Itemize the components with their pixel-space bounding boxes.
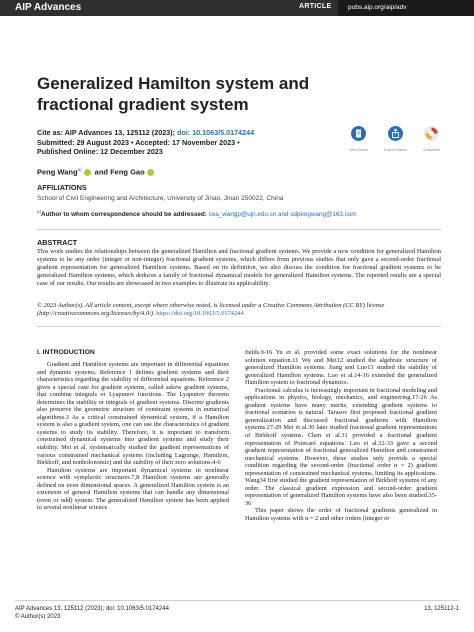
correspondence-sup: a) [37,209,42,214]
crossmark-button[interactable] [419,126,444,152]
right-column [245,349,437,523]
crossmark-icon [424,126,439,141]
author-2[interactable]: Feng Gao [110,167,145,177]
paragraph: Fractional calculus is increasingly important in fractional modeling and applications in physics, biology, mechanics, and engineering.17-26 As gradient systems have many merits, extending gradient systems to fractional scenarios is natural. Tarasov first proposed fractional gradient generalization and discussed fractional gradients with Hamilton systems.27-29 Mei et al.30 later studied fractional gradient representations of Birkhoff systems. Chen et al.31 provided a fractional gradient representation of Poincaré equations. Luo et al.32-33 gave a second gradient representation of fractional generalized Hamilton and constrained mechanical systems. However, these studies only provide a special condition regarding the second-order (fractional order α = 2) gradient representation of constrained mechanical systems, limiting its applications. Wang34 first studied the gradient representation of Birkhoff systems of any order. The classical gradient expression and second-order gradient representation of generalized Hamilton systems have also been studied.35-36 [245,386,437,507]
view-online-button[interactable] [346,126,371,152]
orcid-icon[interactable] [84,169,91,176]
export-citation-label: Export Citation [384,148,407,152]
export-icon [388,126,403,141]
license-text: © 2023 Author(s). All article content, except where otherwise noted, is licensed under a Creative Commons Attribution (CC BY) license (http://creativecommons.org/licenses/by/4.0/). [37,302,385,317]
journal-url-box[interactable] [338,0,474,16]
divider [37,229,441,230]
article-actions [346,126,446,156]
section-label: ARTICLE [299,3,332,10]
footer-citation: AIP Advances 13, 125112 (2023); doi: 10.1063/5.0174244 [15,606,169,612]
orcid-icon[interactable] [147,169,154,176]
article-title: Generalized Hamilton system and fractional gradient system [37,74,310,114]
author-1[interactable]: Peng Wang [37,167,78,177]
section-heading-introduction: I. INTRODUCTION [37,349,95,356]
paragraph: Hamilton systems are important dynamical systems in nonlinear science with symplectic structures.7,8 Hamilton systems are generally defined on even dimensional spaces. A generalized Hamilton system is an extension of general Hamilton systems that can handle any dimensional (even or odd) system. The generalized Hamilton system has been applied to several nonlinear science [37,466,229,512]
abstract-text: This work studies the relationships between the generalized Hamilton and fractional gradient systems. We provide a new condition for generalized Hamilton systems to be any order (integer or non-integer) fractional gradient systems, which differs from previous studies that only gave a second-order fractional gradient representation for generalized Hamilton systems. Based on its definition, we also discuss the condition for fractional gradient systems to be generalized Hamilton systems, which deduces a family of fractional dynamical models for generalized Hamilton systems. The reported results are a special case of our results. Our results are showcased in two examples to illustrate its applicability. [37,248,441,287]
view-online-label: View Online [349,148,368,152]
author-line [37,167,156,177]
document-icon [351,126,366,141]
footer-copyright: © Author(s) 2023 [15,614,61,620]
paragraph: This paper shows the order of fractional gradients generalized in Hamilton systems with α = 2 and other orders (integer or [245,507,437,523]
license-doi-link[interactable]: https://doi.org/10.1063/5.0174244 [156,309,244,317]
citation-block [37,128,254,157]
correspondence-line [37,209,357,218]
journal-url[interactable]: pubs.aip.org/aip/adv [348,4,407,11]
footer-divider [15,600,459,601]
author-connector: and [92,167,111,177]
correspondence-emails[interactable]: cea_wangp@ujn.edu.cn and sdpengwang@163.com [208,211,357,219]
journal-header-bar [0,0,474,16]
export-citation-button[interactable] [383,126,408,152]
doi-link[interactable]: doi: 10.1063/5.0174244 [176,128,255,137]
published-line: Published Online: 12 December 2023 [37,147,163,157]
license-statement [37,302,441,318]
author-1-sup: a) [77,167,82,172]
page-number: 13, 125112-1 [424,606,459,612]
affiliations-heading: AFFILIATIONS [37,183,87,192]
page-footer [15,605,459,621]
crossmark-label: CrossMark [423,148,440,152]
paragraph: fields.9-16 Yu et al. provided some exact solutions for the nonlinear solution equation.11 Wu and Mei12 studied the algebraic structure of generalized Hamilton systems. Jiang and Luo13 studied the stability of generalized Hamilton systems. Luo et al.14-16 extended the generalized Hamilton system to fractional dynamics. [245,349,437,387]
dates-line: Submitted: 29 August 2023 • Accepted: 17 November 2023 • [37,137,240,147]
paragraph: Gradient and Hamilton systems are important in differential equations and dynamic systems. Reference 1 defines gradient systems and their characteristics regarding the stability of differential equations. Reference 2 gives a special case for gradient systems, called askew gradient systems, that combine integrals or Lyapunov functions. The Lyapunov theorem determines the stability or integrals of gradient systems. Discrete gradients also preserve the geometric structure of constraint systems in numerical algorithms.3 As a critical constrained dynamical system, if a Hamilton system is also a gradient system, one can use the characteristics of gradient systems to study its stability. Therefore, it is important to transform constrained dynamical systems into gradient systems and study their stability. Mei et al. systematically studied the gradient representations of various constrained mechanical systems (including Lagrange, Hamilton, Birkhoff, and nonholonomic) and the stability of their zero solutions.4-6 [37,361,229,467]
journal-name[interactable]: AIP Advances [15,2,82,13]
abstract-heading: ABSTRACT [37,238,78,247]
left-column [37,361,229,512]
affiliation-text: School of Civil Engineering and Architecture, University of Jinan, Jinan 250022, China [37,195,284,202]
divider [37,326,441,327]
correspondence-label: Author to whom correspondence should be addressed: [41,211,209,219]
cite-as-text: Cite as: AIP Advances 13, 125112 (2023); [37,128,177,137]
